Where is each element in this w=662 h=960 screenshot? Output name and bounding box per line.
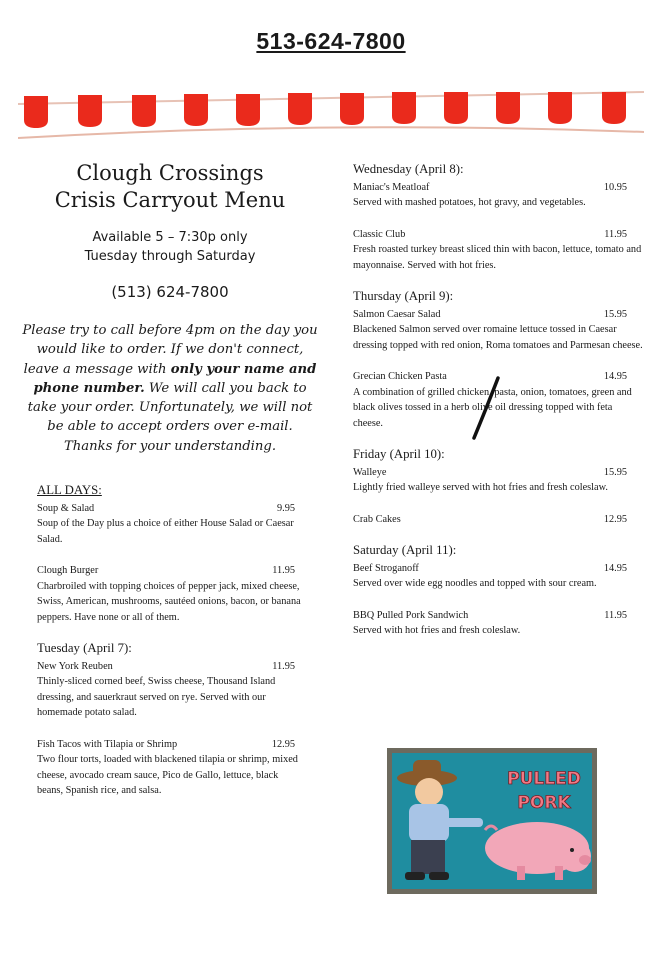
menu-item	[353, 180, 643, 211]
title-line-2: Crisis Carryout Menu	[54, 188, 286, 212]
section-title: ALL DAYS:	[37, 483, 102, 497]
menu-section	[353, 447, 643, 527]
item-price: 11.95	[272, 660, 295, 672]
item-description: Two flour torts, loaded with blackened tilapia or shrimp, mixed cheese, avocado cream sauce, Pico de Gallo, lettuce, black beans, Spanish rice, and salsa.	[37, 754, 298, 796]
availability	[22, 228, 318, 266]
item-price: 12.95	[603, 513, 627, 525]
item-price: 15.95	[603, 308, 627, 320]
order-note	[22, 321, 318, 456]
menu-item-header	[37, 501, 301, 517]
menu-item-header	[353, 227, 643, 243]
item-name: Soup & Salad	[37, 502, 95, 514]
item-price: 15.95	[603, 466, 627, 478]
section-title: Friday (April 10):	[353, 447, 445, 461]
menu-title	[22, 160, 318, 214]
pulled-pork-sign	[387, 748, 597, 894]
note-bold: only your name and phone number.	[33, 361, 317, 396]
menu-item	[37, 563, 301, 625]
menu-item	[353, 608, 643, 639]
menu-item	[353, 512, 643, 528]
menu-item-header	[37, 659, 301, 675]
item-name: Salmon Caesar Salad	[353, 308, 441, 320]
menu-item	[37, 501, 301, 548]
item-name: Crab Cakes	[353, 513, 401, 525]
item-description: Served with hot fries and fresh coleslaw.	[353, 625, 521, 636]
item-price: 12.95	[271, 738, 295, 750]
menu-item-header	[353, 180, 643, 196]
left-menu-column	[37, 483, 301, 815]
menu-item-header	[353, 512, 643, 528]
availability-days: Tuesday through Saturday	[84, 249, 256, 264]
item-description: Lightly fried walleye served with hot fries and fresh coleslaw.	[353, 482, 608, 493]
item-price: 14.95	[603, 371, 627, 382]
item-name: BBQ Pulled Pork Sandwich	[353, 609, 469, 621]
item-description: Served with mashed potatoes, hot gravy, and vegetables.	[353, 197, 586, 208]
item-description: Served over wide egg noodles and topped with sour cream.	[353, 578, 597, 589]
item-price: 11.95	[272, 565, 295, 576]
sign-text-pork: PORK	[517, 793, 571, 813]
item-description: Soup of the Day plus a choice of either House Salad or Caesar Salad.	[37, 518, 294, 545]
item-description: A combination of grilled chicken, pasta, onion, tomatoes, green and black olives tossed in a herb olive oil dressing topped with feta cheese.	[353, 386, 632, 429]
menu-item-header	[353, 608, 643, 624]
item-description: Thinly-sliced corned beef, Swiss cheese, Thousand Island dressing, and sauerkraut served on rye. Served with our homemade potato salad.	[37, 676, 276, 718]
menu-item-header	[37, 563, 301, 579]
item-description: Blackened Salmon served over romaine lettuce tossed in Caesar dressing topped with red onion, Roma tomatoes and Parmesan cheese.	[353, 324, 643, 351]
item-name: New York Reuben	[37, 660, 113, 672]
item-name: Fish Tacos with Tilapia or Shrimp	[37, 738, 178, 750]
menu-section	[353, 543, 643, 639]
menu-item-header	[353, 561, 643, 577]
section-title: Tuesday (April 7):	[37, 641, 132, 655]
item-name: Clough Burger	[37, 565, 99, 576]
note-part-1: Please try to call before 4pm on the day you would like to order. If we don't connect, leave a message with	[22, 323, 318, 377]
item-price: 14.95	[603, 562, 627, 574]
awning-decoration	[18, 86, 644, 140]
menu-item	[353, 561, 643, 592]
item-name: Classic Club	[353, 228, 406, 240]
menu-section	[37, 483, 301, 625]
menu-item-header	[353, 307, 643, 323]
item-name: Walleye	[353, 466, 387, 478]
pen-mark-icon	[466, 374, 506, 444]
menu-item-header	[353, 465, 643, 481]
item-name: Maniac's Meatloaf	[353, 181, 430, 193]
item-price: 11.95	[604, 609, 627, 621]
item-price: 11.95	[604, 228, 627, 240]
sign-text-pulled: PULLED	[507, 769, 581, 789]
item-name: Beef Stroganoff	[353, 562, 419, 574]
header-phone: (513) 624-7800	[111, 283, 229, 301]
menu-item	[37, 659, 301, 721]
item-name: Grecian Chicken Pasta	[353, 371, 447, 382]
item-price: 9.95	[276, 502, 295, 514]
menu-item	[353, 307, 643, 354]
item-description: Charbroiled with topping choices of pepper jack, mixed cheese, Swiss, American, mushrooms, sautéed onions, bacon, or banana peppers. Have none or all of them.	[37, 580, 301, 623]
menu-item	[353, 227, 643, 274]
menu-section	[37, 641, 301, 799]
menu-section	[353, 162, 643, 273]
title-line-1: Clough Crossings	[76, 161, 264, 185]
section-title: Saturday (April 11):	[353, 543, 457, 557]
menu-item-header	[37, 737, 301, 753]
section-title: Thursday (April 9):	[353, 289, 454, 303]
item-description: Fresh roasted turkey breast sliced thin with bacon, lettuce, tomato and mayonnaise. Served with hot fries.	[353, 244, 642, 271]
note-part-2: We will call you back to take your order. Unfortunately, we will not be able to accept orders over e-mail. Thanks for your understanding.	[27, 380, 313, 454]
availability-hours: Available 5 – 7:30p only	[92, 230, 248, 245]
section-title: Wednesday (April 8):	[353, 162, 464, 176]
menu-item	[353, 465, 643, 496]
menu-item	[37, 737, 301, 799]
top-phone-number: 513-624-7800	[256, 28, 406, 54]
item-price: 10.95	[603, 181, 627, 193]
